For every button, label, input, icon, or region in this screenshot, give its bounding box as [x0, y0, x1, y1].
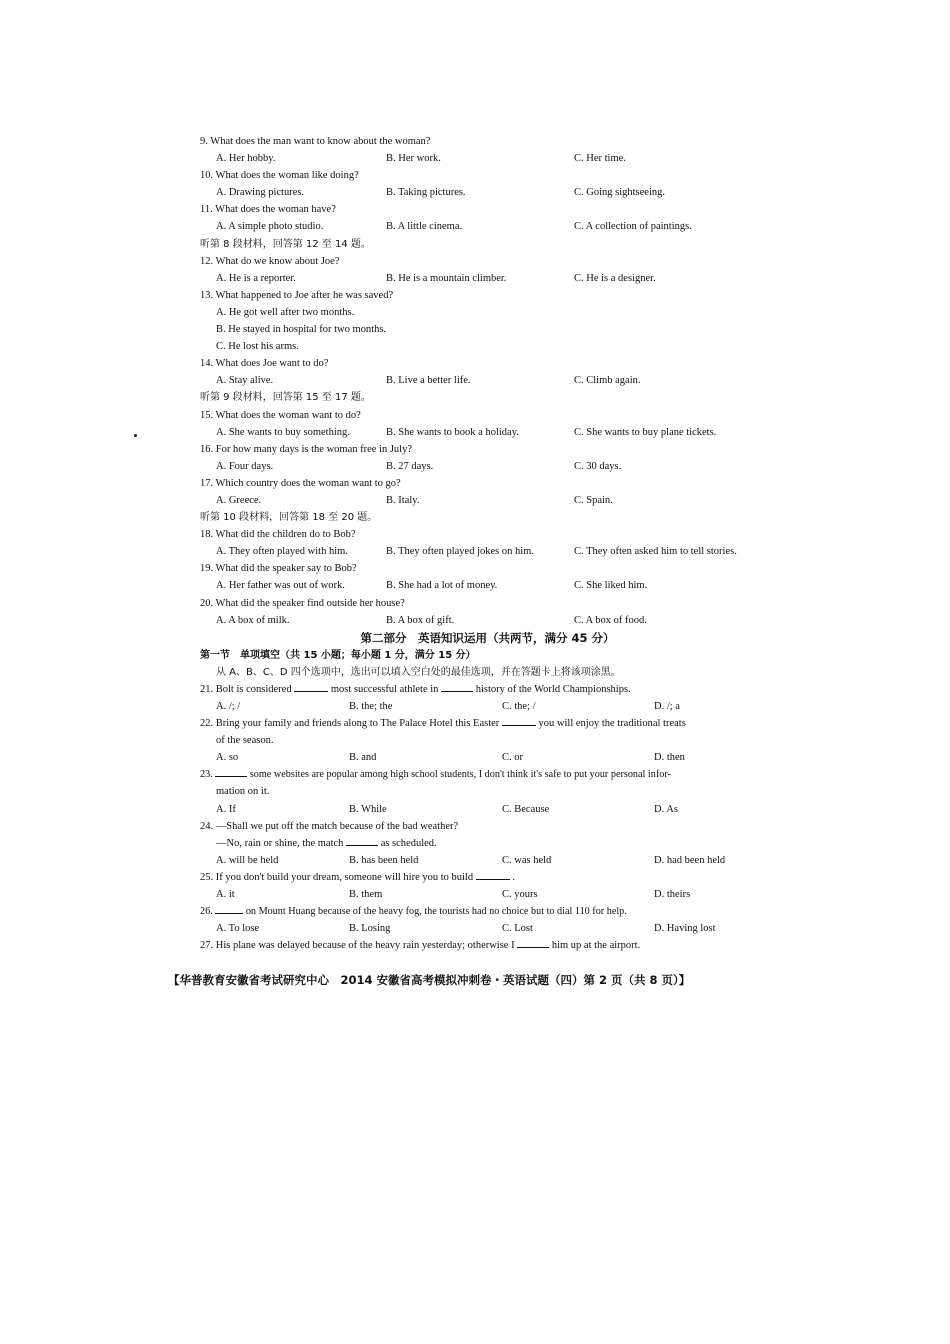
option-a: A. He got well after two months.	[216, 306, 355, 318]
option-a: A. /; /	[216, 701, 241, 712]
question-stem	[200, 937, 775, 954]
stem-text: him up at the airport.	[551, 940, 641, 952]
option-row	[200, 749, 775, 766]
stem-text: most successful athlete in	[330, 683, 439, 695]
stem-text: 21. Bolt is considered	[200, 683, 292, 695]
answer-blank	[441, 691, 473, 692]
stem-text: as scheduled.	[380, 837, 437, 849]
option-d: D. theirs	[654, 889, 691, 901]
option-a: A. To lose	[216, 923, 260, 935]
stem-continuation: of the season.	[216, 735, 274, 747]
option-c: C. She liked him.	[574, 580, 648, 592]
option-c: C. the; /	[502, 701, 536, 712]
stem-text: you will enjoy the traditional treats	[538, 718, 686, 730]
option-b: B. the; the	[349, 701, 393, 712]
stem-text: .	[512, 871, 515, 883]
question-stem: 15. What does the woman want to do?	[200, 409, 361, 421]
question-stem: 20. What did the speaker find outside her house?	[200, 597, 405, 609]
option-a: A. Greece.	[216, 494, 262, 506]
option-row	[200, 218, 775, 235]
option-c: C. He lost his arms.	[216, 341, 299, 353]
option-d: D. had been held	[654, 854, 726, 866]
answer-blank	[476, 879, 510, 880]
option-row	[200, 458, 775, 475]
stem-text: 26.	[200, 906, 213, 918]
option-row	[200, 150, 775, 167]
option-c: C. 30 days.	[574, 460, 622, 472]
stem-text: 22. Bring your family and friends along to The Palace Hotel this Easter	[200, 718, 500, 730]
stem-text: 27. His plane was delayed because of the heavy rain yesterday; otherwise I	[200, 940, 515, 952]
option-a: A. it	[216, 889, 235, 901]
question-stem: 12. What do we know about Joe?	[200, 255, 340, 267]
question-stem	[200, 903, 775, 920]
option-c: C. She wants to buy plane tickets.	[574, 426, 717, 438]
question-stem: 10. What does the woman like doing?	[200, 170, 359, 182]
question-stem	[200, 835, 775, 852]
option-c: C. or	[502, 752, 523, 764]
option-row	[200, 492, 775, 509]
section-one-title: 第一节 单项填空（共 15 小题；每小题 1 分，满分 15 分）	[200, 649, 476, 661]
option-b: B. 27 days.	[386, 460, 434, 472]
stem-text: some websites are popular among high school students, I don't think it's safe to put your personal infor-	[249, 769, 671, 781]
option-row	[200, 886, 775, 903]
stem-text: 23.	[200, 769, 213, 781]
option-b: B. She wants to book a holiday.	[386, 426, 519, 438]
option-a: A. Four days.	[216, 460, 274, 472]
option-a: A. If	[216, 803, 236, 815]
listening-instruction: 听第 9 段材料，回答第 15 至 17 题。	[200, 392, 371, 404]
option-b: B. Taking pictures.	[386, 187, 466, 199]
option-d: D. then	[654, 752, 685, 764]
option-c: C. Spain.	[574, 494, 613, 506]
stem-text: 25. If you don't build your dream, someone will hire you to build	[200, 871, 474, 883]
option-c: C. was held	[502, 854, 552, 866]
question-stem: 9. What does the man want to know about the woman?	[200, 136, 431, 147]
option-a: A. She wants to buy something.	[216, 426, 350, 438]
page-footer: 【华普教育安徽省考试研究中心 2014 安徽省高考模拟冲刺卷・英语试题（四）第 2 页（共 8 页）】	[168, 973, 691, 987]
listening-instruction: 听第 10 段材料，回答第 18 至 20 题。	[200, 512, 378, 524]
option-c: C. Climb again.	[574, 375, 641, 387]
listening-instruction: 听第 8 段材料，回答第 12 至 14 题。	[200, 238, 371, 250]
option-a: A. Drawing pictures.	[216, 187, 305, 199]
stem-text: —No, rain or shine, the match	[216, 837, 344, 849]
option-b: B. Italy.	[386, 494, 420, 506]
option-b: B. Her work.	[386, 153, 441, 165]
stem-text: on Mount Huang because of the heavy fog, the tourists had no choice but to dial 110 for help.	[245, 906, 627, 918]
option-a: A. Stay alive.	[216, 375, 274, 387]
answer-blank	[346, 845, 378, 846]
option-b: B. He stayed in hospital for two months.	[216, 324, 387, 336]
option-row	[200, 920, 775, 937]
option-row	[200, 270, 775, 287]
option-a: A. They often played with him.	[216, 546, 348, 558]
option-row	[200, 801, 775, 818]
option-row	[200, 184, 775, 201]
option-b: B. has been held	[349, 854, 419, 866]
question-stem: 17. Which country does the woman want to go?	[200, 477, 401, 489]
option-b: B. They often played jokes on him.	[386, 546, 534, 558]
option-b: B. A little cinema.	[386, 221, 463, 233]
question-stem: 24. —Shall we put off the match because of the bad weather?	[200, 820, 459, 832]
answer-blank	[215, 776, 247, 777]
question-stem: 14. What does Joe want to do?	[200, 358, 329, 370]
option-b: B. Losing	[349, 923, 391, 935]
option-c: C. Lost	[502, 923, 533, 935]
option-a: A. so	[216, 752, 239, 764]
option-b: B. While	[349, 803, 387, 815]
option-c: C. Going sightseeing.	[574, 187, 665, 199]
option-d: D. /; a	[654, 701, 680, 712]
question-stem: 18. What did the children do to Bob?	[200, 529, 356, 541]
option-d: D. Having lost	[654, 923, 716, 935]
question-stem: 19. What did the speaker say to Bob?	[200, 563, 357, 575]
answer-blank	[294, 691, 328, 692]
option-b: B. Live a better life.	[386, 375, 471, 387]
option-row	[200, 372, 775, 389]
option-d: D. As	[654, 803, 678, 815]
option-c: C. He is a designer.	[574, 272, 656, 284]
option-a: A. will be held	[216, 854, 279, 866]
option-a: A. Her hobby.	[216, 153, 276, 165]
answer-blank	[502, 725, 536, 726]
option-a: A. He is a reporter.	[216, 272, 296, 284]
answer-blank	[215, 913, 243, 914]
option-row	[200, 612, 775, 629]
option-c: C. Her time.	[574, 153, 626, 165]
part-two-title: 第二部分 英语知识运用（共两节，满分 45 分）	[360, 630, 615, 645]
stem-continuation: mation on it.	[216, 786, 270, 798]
question-stem	[200, 715, 775, 732]
section-one-instruction: 从 A、B、C、D 四个选项中，选出可以填入空白处的最佳选项，并在答题卡上将该项涂黑。	[216, 666, 621, 678]
option-b: B. He is a mountain climber.	[386, 272, 507, 284]
option-c: C. A collection of paintings.	[574, 221, 692, 233]
scan-speck	[134, 434, 137, 437]
option-c: C. They often asked him to tell stories.	[574, 546, 737, 558]
option-c: C. A box of food.	[574, 614, 647, 626]
option-b: B. and	[349, 752, 377, 764]
question-list	[200, 133, 775, 954]
option-b: B. them	[349, 889, 383, 901]
option-c: C. Because	[502, 803, 550, 815]
option-row	[200, 698, 775, 715]
question-stem	[200, 869, 775, 886]
question-stem: 16. For how many days is the woman free in July?	[200, 443, 413, 455]
option-row	[200, 543, 775, 560]
option-a: A. Her father was out of work.	[216, 580, 345, 592]
option-row	[200, 577, 775, 594]
option-a: A. A simple photo studio.	[216, 221, 324, 233]
option-row	[200, 424, 775, 441]
option-b: B. She had a lot of money.	[386, 580, 498, 592]
question-stem	[200, 766, 775, 783]
answer-blank	[517, 947, 549, 948]
question-stem: 13. What happened to Joe after he was saved?	[200, 289, 394, 301]
option-c: C. yours	[502, 889, 538, 901]
stem-text: history of the World Championships.	[475, 683, 631, 695]
option-a: A. A box of milk.	[216, 614, 290, 626]
question-stem: 11. What does the woman have?	[200, 204, 336, 216]
question-stem	[200, 681, 775, 698]
option-row	[200, 852, 775, 869]
option-b: B. A box of gift.	[386, 614, 455, 626]
